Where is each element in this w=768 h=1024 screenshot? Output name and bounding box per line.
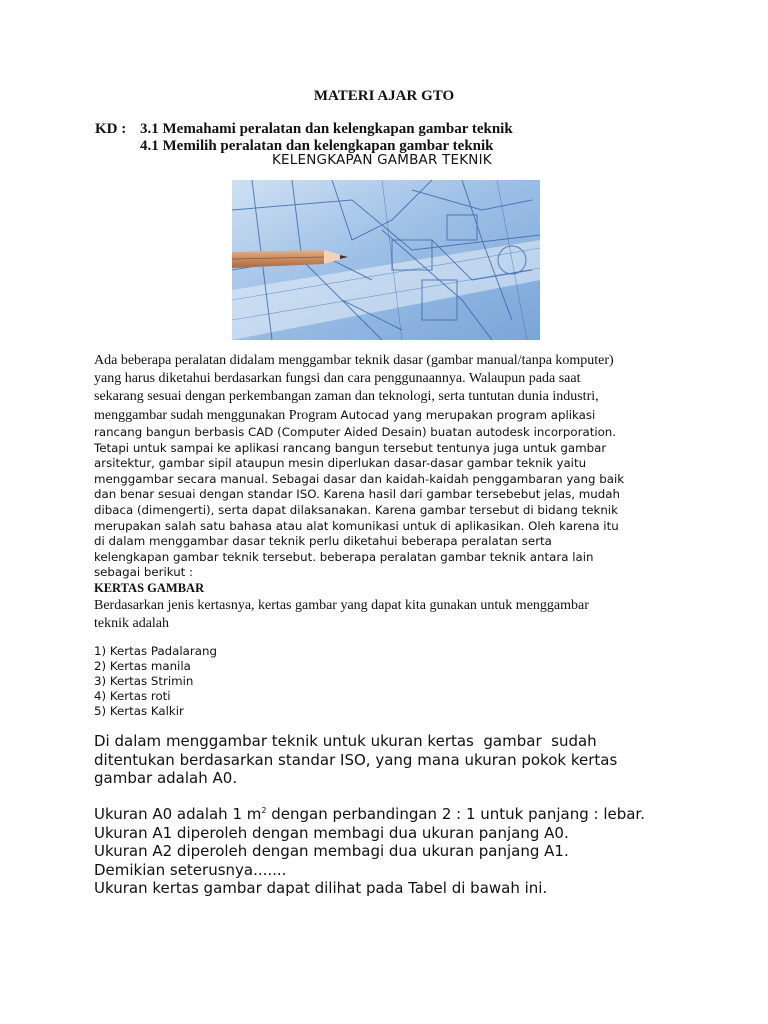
paper-size-paragraph [94,802,694,898]
etc-line: Demikian seterusnya....... [94,860,287,879]
intro-line-10: dibaca (dimengerti), serta dapat dilaksanakan. Karena gambar tersebut di bidang teknik [94,502,618,517]
intro-line-1: Ada beberapa peralatan didalam menggambar teknik dasar (gambar manual/tanpa komputer) [94,353,614,368]
iso-line-2: ditentukan berdasarkan standar ISO, yang mana ukuran pokok kertas [94,750,618,769]
intro-line-13: kelengkapan gambar teknik tersebut. beberapa peralatan gambar teknik antara lain [94,549,594,564]
kd-text-2: 4.1 Memilih peralatan dan kelengkapan gambar teknik [140,138,494,154]
a0-text-pre: Ukuran A0 adalah 1 m [94,805,262,823]
intro-line-5: rancang bangun berbasis CAD (Computer Aided Desain) buatan autodesk incorporation. [94,425,617,439]
kertas-gambar-description [94,597,676,633]
list-item: 4) Kertas roti [94,689,171,703]
intro-line-3: sekarang sesuai dengan perkembangan zaman dan teknologi, serta tuntutan dunia industri, [94,389,599,404]
list-item: 3) Kertas Strimin [94,674,194,688]
intro-line-14: sebagai berikut : [94,565,194,580]
a0-superscript: 2 [261,806,267,815]
paper-type-list [94,644,217,719]
list-item: 1) Kertas Padalarang [94,644,217,658]
intro-paragraph [94,352,676,581]
kd-line-1 [95,121,513,138]
document-title: MATERI AJAR GTO [313,88,455,104]
intro-line-6: Tetapi untuk sampai ke aplikasi rancang bangun tersebut tentunya juga untuk gambar [94,440,607,455]
a0-text-post: dengan perbandingan 2 : 1 untuk panjang : lebar. [266,805,645,823]
list-item: 5) Kertas Kalkir [94,704,184,718]
intro-line-7: arsitektur, gambar sipil ataupun mesin diperlukan dasar-dasar gambar teknik yaitu [94,456,587,471]
kd-block [95,121,513,155]
a0-line [94,802,694,824]
intro-line-9: dan benar sesuai dengan standar ISO. Karena hasil dari gambar tersebebut jelas, mudah [94,487,620,502]
intro-line-4 [94,406,676,425]
a2-line: Ukuran A2 diperoleh dengan membagi dua ukuran panjang A1. [94,842,569,860]
list-item: 2) Kertas manila [94,659,191,673]
intro-line-4-sans: Autocad yang merupakan program aplikasi [340,408,596,422]
iso-line-1: Di dalam menggambar teknik untuk ukuran kertas gambar sudah [94,732,597,750]
intro-line-8: menggambar secara manual. Sebagai dasar dan kaidah-kaidah penggambaran yang baik [94,471,625,486]
intro-line-2: yang harus diketahui berdasarkan fungsi dan cara penggunaannya. Walaupun pada saat [94,371,581,386]
kd-text-1: 3.1 Memahami peralatan dan kelengkapan gambar teknik [140,121,513,137]
blueprint-pencil-image [232,180,540,340]
intro-line-4-serif: menggambar sudah menggunakan Program [94,408,341,423]
iso-line-3: gambar adalah A0. [94,769,238,787]
table-reference-line: Ukuran kertas gambar dapat dilihat pada Tabel di bawah ini. [94,879,548,897]
section-subtitle: KELENGKAPAN GAMBAR TEKNIK [272,152,492,168]
intro-line-11: merupakan salah satu bahasa atau alat komunikasi untuk di aplikasikan. Oleh karena itu [94,518,619,533]
kd-label: KD : [95,121,127,137]
kertas-desc-line-1: Berdasarkan jenis kertasnya, kertas gambar yang dapat kita gunakan untuk menggambar [94,598,589,613]
intro-line-12: di dalam menggambar dasar teknik perlu diketahui beberapa peralatan serta [94,534,552,549]
kertas-gambar-heading: KERTAS GAMBAR [94,581,205,595]
iso-standard-paragraph [94,732,654,788]
kertas-desc-line-2: teknik adalah [94,616,170,631]
a1-line: Ukuran A1 diperoleh dengan membagi dua ukuran panjang A0. [94,823,569,842]
